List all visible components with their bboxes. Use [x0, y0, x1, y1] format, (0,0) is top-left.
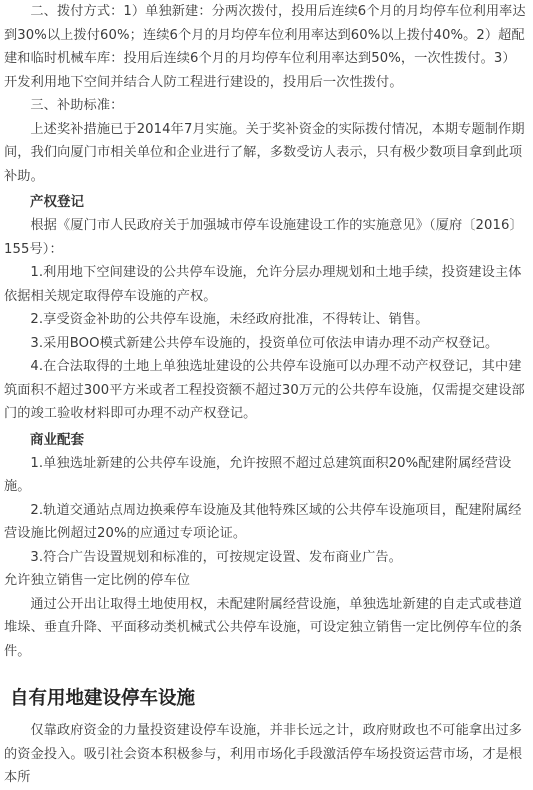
- paragraph-commercial-1: 1.单独选址新建的公共停车设施，允许按照不超过总建筑面积20%配建附属经营设施。: [4, 455, 512, 494]
- paragraph-disbursement: 二、拨付方式：1）单独新建：分两次拨付，投用后连续6个月的月均停车位利用率达到30%以上拨付60%；连续6个月的月均停车位利用率达到60%以上拨付40%。2）超配建和临时机械车库：投用后连续6个月的月均停车位利用率达到50%，一次性拨付。3）开发利用地下空间并结合人防工程进行建设的，投用后一次性拨付。: [4, 4, 526, 90]
- paragraph-sale: 通过公开出让取得土地使用权，未配建附属经营设施，单独选址新建的自走式或巷道堆垛、垂直升降、平面移动类机械式公共停车设施，可设定独立销售一定比例停车位的条件。: [4, 596, 523, 659]
- paragraph-sale-heading: 允许独立销售一定比例的停车位: [4, 573, 191, 588]
- paragraph-property-1: 1.利用地下空间建设的公共停车设施，允许分层办理规划和土地手续，投资建设主体依据相关规定取得停车设施的产权。: [4, 265, 522, 304]
- paragraph-commercial-2: 2.轨道交通站点周边换乘停车设施及其他特殊区域的公共停车设施项目，配建附属经营设施比例超过20%的应通过专项论证。: [4, 502, 522, 541]
- paragraph-property-4: 4.在合法取得的土地上单独选址建设的公共停车设施可以办理不动产权登记，其中建筑面积不超过300平方米或者工程投资额不超过30万元的公共停车设施，仅需提交建设部门的竣工验收材料即可办理不动产权登记。: [4, 359, 525, 421]
- paragraph-subsidy-standard: 三、补助标准：: [30, 98, 124, 113]
- paragraph-own-land: 仅靠政府资金的力量投资建设停车设施，并非长远之计，政府财政也不可能拿出过多的资金投入。吸引社会资本积极参与，利用市场化手段激活停车场投资运营市场，才是根本所: [4, 723, 523, 785]
- paragraph-property-2: 2.享受资金补助的公共停车设施，未经政府批准，不得转让、销售。: [30, 312, 429, 327]
- section-title-own-land: 自有用地建设停车设施: [10, 688, 196, 709]
- paragraph-property-3: 3.采用BOO模式新建公共停车设施的，投资单位可依法申请办理不动产权登记。: [30, 335, 499, 351]
- paragraph-implementation: 上述奖补措施已于2014年7月实施。关于奖补资金的实际拨付情况，本期专题制作期间，我们向厦门市相关单位和企业进行了解，多数受访人表示，只有极少数项目拿到此项补助。: [4, 121, 525, 184]
- paragraph-commercial-3: 3.符合广告设置规划和标准的，可按规定设置、发布商业广告。: [30, 549, 402, 565]
- paragraph-property-basis: 根据《厦门市人民政府关于加强城市停车设施建设工作的实施意见》（厦府〔2016〕155号）：: [4, 218, 523, 257]
- section-heading-commercial: 商业配套: [30, 431, 84, 448]
- section-heading-property: 产权登记: [30, 194, 84, 210]
